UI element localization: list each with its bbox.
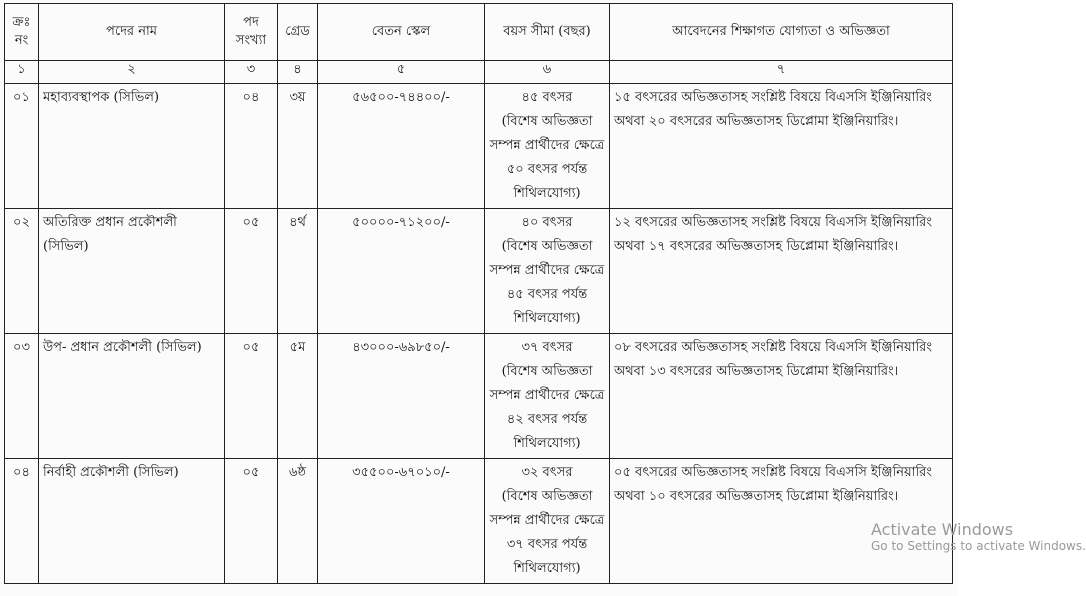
recruitment-table <box>4 3 953 584</box>
post-name-cell: উপ- প্রধান প্রকৌশলী (সিভিল) <box>39 334 225 459</box>
column-number: ৫ <box>318 61 485 84</box>
qualification-cell: ০৫ বৎসরের অভিজ্ঞতাসহ সংশ্লিষ্ট বিষয়ে বিএসসি ইঞ্জিনিয়ারিং অথবা ১০ বৎসরের অভিজ্ঞতাসহ ডিপ্লোমা ইঞ্জিনিয়ারিং। <box>610 459 953 584</box>
post-count-cell: ০৫ <box>225 209 278 334</box>
table-row <box>5 334 953 459</box>
column-number-row <box>5 61 953 84</box>
header-pay-scale: বেতন স্কেল <box>318 4 485 61</box>
qualification-cell: ০৮ বৎসরের অভিজ্ঞতাসহ সংশ্লিষ্ট বিষয়ে বিএসসি ইঞ্জিনিয়ারিং অথবা ১৩ বৎসরের অভিজ্ঞতাসহ ডিপ্লোমা ইঞ্জিনিয়ারিং। <box>610 334 953 459</box>
post-name-cell: অতিরিক্ত প্রধান প্রকৌশলী (সিভিল) <box>39 209 225 334</box>
age-limit-value: ৪০ বৎসর <box>521 215 573 230</box>
age-limit-cell <box>485 209 610 334</box>
grade-cell: ৩য় <box>278 84 318 209</box>
column-number: ৬ <box>485 61 610 84</box>
header-post-name: পদের নাম <box>39 4 225 61</box>
age-relaxation-note: (বিশেষ অভিজ্ঞতা সম্পন্ন প্রার্থীদের ক্ষেত্রে ৪২ বৎসর পর্যন্ত শিথিলযোগ্য) <box>489 364 605 451</box>
post-count-cell: ০৫ <box>225 459 278 584</box>
post-count-cell: ০৪ <box>225 84 278 209</box>
column-number: ২ <box>39 61 225 84</box>
age-limit-cell <box>485 84 610 209</box>
age-limit-cell <box>485 459 610 584</box>
header-grade: গ্রেড <box>278 4 318 61</box>
pay-scale-cell: ৫০০০০-৭১২০০/- <box>318 209 485 334</box>
post-name-cell: নির্বাহী প্রকৌশলী (সিভিল) <box>39 459 225 584</box>
table-row <box>5 84 953 209</box>
column-number: ৭ <box>610 61 953 84</box>
age-limit-value: ৩৭ বৎসর <box>521 340 573 355</box>
age-limit-value: ৪৫ বৎসর <box>521 90 573 105</box>
age-relaxation-note: (বিশেষ অভিজ্ঞতা সম্পন্ন প্রার্থীদের ক্ষেত্রে ৪৫ বৎসর পর্যন্ত শিথিলযোগ্য) <box>489 239 605 326</box>
qualification-cell: ১৫ বৎসরের অভিজ্ঞতাসহ সংশ্লিষ্ট বিষয়ে বিএসসি ইঞ্জিনিয়ারিং অথবা ২০ বৎসরের অভিজ্ঞতাসহ ডিপ্লোমা ইঞ্জিনিয়ারিং। <box>610 84 953 209</box>
age-relaxation-note: (বিশেষ অভিজ্ঞতা সম্পন্ন প্রার্থীদের ক্ষেত্রে ৩৭ বৎসর পর্যন্ত শিথিলযোগ্য) <box>489 489 605 576</box>
activate-windows-watermark <box>871 520 1086 554</box>
header-qualification: আবেদনের শিক্ষাগত যোগ্যতা ও অভিজ্ঞতা <box>610 4 953 61</box>
serial-cell: ০১ <box>5 84 39 209</box>
post-name-cell: মহাব্যবস্থাপক (সিভিল) <box>39 84 225 209</box>
pay-scale-cell: ৫৬৫০০-৭৪৪০০/- <box>318 84 485 209</box>
column-number: ১ <box>5 61 39 84</box>
header-post-count: পদ সংখ্যা <box>225 4 278 61</box>
pay-scale-cell: ৩৫৫০০-৬৭০১০/- <box>318 459 485 584</box>
age-relaxation-note: (বিশেষ অভিজ্ঞতা সম্পন্ন প্রার্থীদের ক্ষেত্রে ৫০ বৎসর পর্যন্ত শিথিলযোগ্য) <box>489 114 605 201</box>
table-row <box>5 459 953 584</box>
age-limit-value: ৩২ বৎসর <box>521 465 573 480</box>
column-number: ৪ <box>278 61 318 84</box>
watermark-title: Activate Windows <box>871 520 1014 539</box>
post-count-cell: ০৫ <box>225 334 278 459</box>
watermark-subtitle: Go to Settings to activate Windows. <box>871 539 1086 554</box>
serial-cell: ০৪ <box>5 459 39 584</box>
header-age-limit: বয়স সীমা (বছর) <box>485 4 610 61</box>
grade-cell: ৪র্থ <box>278 209 318 334</box>
column-number: ৩ <box>225 61 278 84</box>
grade-cell: ৬ষ্ঠ <box>278 459 318 584</box>
grade-cell: ৫ম <box>278 334 318 459</box>
pay-scale-cell: ৪৩০০০-৬৯৮৫০/- <box>318 334 485 459</box>
table-row <box>5 209 953 334</box>
serial-cell: ০৩ <box>5 334 39 459</box>
qualification-cell: ১২ বৎসরের অভিজ্ঞতাসহ সংশ্লিষ্ট বিষয়ে বিএসসি ইঞ্জিনিয়ারিং অথবা ১৭ বৎসরের অভিজ্ঞতাসহ ডিপ্লোমা ইঞ্জিনিয়ারিং। <box>610 209 953 334</box>
header-row <box>5 4 953 61</box>
serial-cell: ০২ <box>5 209 39 334</box>
age-limit-cell <box>485 334 610 459</box>
header-serial: ক্রঃ নং <box>5 4 39 61</box>
